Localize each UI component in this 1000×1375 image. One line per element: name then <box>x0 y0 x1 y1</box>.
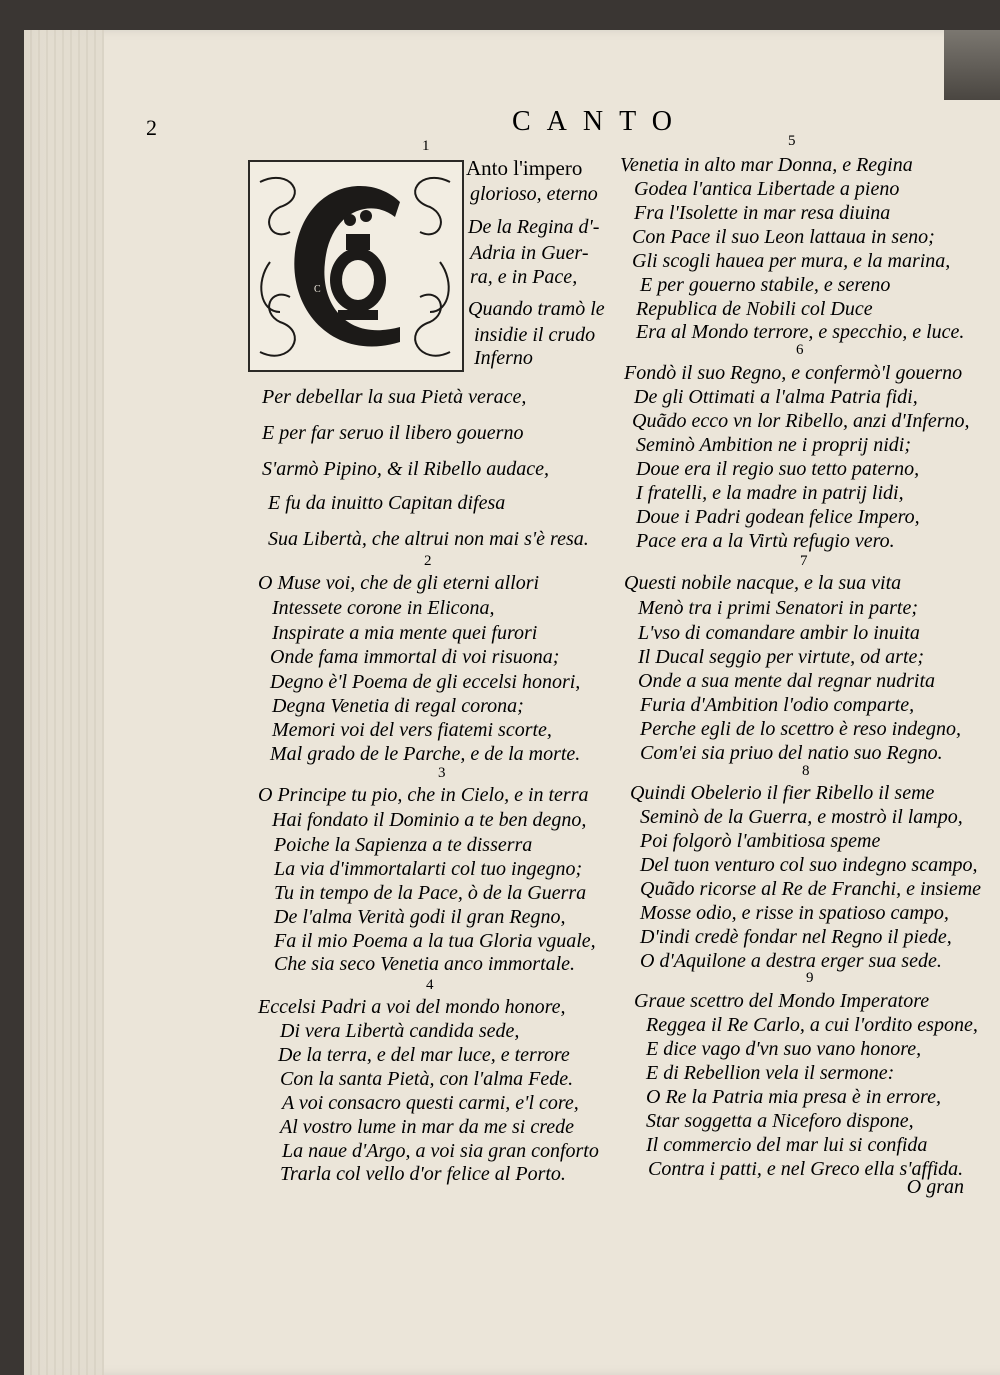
stanza-line: De la terra, e del mar luce, e terrore <box>278 1044 570 1066</box>
stanza-line: Venetia in alto mar Donna, e Regina <box>620 154 913 176</box>
stanza-line: De la Regina d'- <box>468 216 600 238</box>
stanza-line: Gli scogli hauea per mura, e la marina, <box>632 250 951 272</box>
stanza-line: Pace era a la Virtù refugio vero. <box>636 530 895 552</box>
stanza-number: 5 <box>788 133 796 149</box>
stanza-line: Quando tramò le <box>468 298 605 320</box>
stanza-line: O Principe tu pio, che in Cielo, e in terra <box>258 784 589 806</box>
decorated-initial-ornament <box>250 162 462 370</box>
stanza-number: 7 <box>800 553 808 569</box>
stanza-line: Eccelsi Padri a voi del mondo honore, <box>258 996 566 1018</box>
stanza-line: insidie il crudo <box>474 324 596 346</box>
stanza-line: Inspirate a mia mente quei furori <box>272 622 538 644</box>
stanza-number: 3 <box>438 765 446 781</box>
stanza-line: Doue i Padri godean felice Impero, <box>636 506 920 528</box>
stanza-line: Quãdo ricorse al Re de Franchi, e insieme <box>640 878 982 900</box>
stanza-line: E dice vago d'vn suo vano honore, <box>646 1038 922 1060</box>
stanza-line: Com'ei sia priuo del natio suo Regno. <box>640 742 943 764</box>
stanza-line: Doue era il regio suo tetto paterno, <box>636 458 920 480</box>
stanza-line: Degna Venetia di regal corona; <box>272 695 524 717</box>
stanza-line: Il Ducal seggio per virtute, od arte; <box>638 646 925 668</box>
stanza-line: Quãdo ecco vn lor Ribello, anzi d'Inferno, <box>632 410 970 432</box>
stanza-line: Poiche la Sapienza a te disserra <box>274 834 533 856</box>
stanza-line: Era al Mondo terrore, e specchio, e luce. <box>636 321 965 343</box>
stanza-line: Trarla col vello d'or felice al Porto. <box>280 1163 566 1185</box>
stanza-number: 8 <box>802 763 810 779</box>
stanza-line: Con la santa Pietà, con l'alma Fede. <box>280 1068 574 1090</box>
stanza-line: Tu in tempo de la Pace, ò de la Guerra <box>274 882 587 904</box>
stanza-line: D'indi credè fondar nel Regno il piede, <box>640 926 952 948</box>
catchword: O gran <box>906 1176 964 1198</box>
stanza-line: Graue scettro del Mondo Imperatore <box>634 990 930 1012</box>
stanza-line: Reggea il Re Carlo, a cui l'ordito espone, <box>646 1014 978 1036</box>
stanza-line: Inferno <box>474 347 533 369</box>
stanza-line: O Re la Patria mia presa è in errore, <box>646 1086 941 1108</box>
stanza-line: O Muse voi, che de gli eterni allori <box>258 572 540 594</box>
stanza-line: Che sia seco Venetia anco immortale. <box>274 953 576 975</box>
stanza-number: 2 <box>424 553 432 569</box>
stanza-line: Seminò de la Guerra, e mostrò il lampo, <box>640 806 963 828</box>
stanza-line: Di vera Libertà candida sede, <box>280 1020 520 1042</box>
stanza-line: ra, e in Pace, <box>470 266 578 288</box>
stanza-line: Anto l'impero <box>466 156 583 180</box>
stanza-line: A voi consacro questi carmi, e'l core, <box>282 1092 579 1114</box>
stanza-line: Poi folgorò l'ambitiosa speme <box>640 830 881 852</box>
stanza-line: Godea l'antica Libertade a pieno <box>634 178 900 200</box>
stanza-line: Degno è'l Poema de gli eccelsi honori, <box>270 671 581 693</box>
stanza-line: Questi nobile nacque, e la sua vita <box>624 572 902 594</box>
stanza-line: S'armò Pipino, & il Ribello audace, <box>262 458 550 480</box>
stanza-line: Onde a sua mente dal regnar nudrita <box>638 670 936 692</box>
stanza-line: La naue d'Argo, a voi sia gran conforto <box>282 1140 599 1162</box>
stanza-line: O d'Aquilone a destra erger sua sede. <box>640 950 942 972</box>
decorated-initial <box>248 160 464 372</box>
stanza-line: Republica de Nobili col Duce <box>636 298 873 320</box>
stanza-line: Del tuon venturo col suo indegno scampo, <box>640 854 978 876</box>
stanza-line: E di Rebellion vela il sermone: <box>646 1062 895 1084</box>
stanza-line: Mal grado de le Parche, e de la morte. <box>270 743 581 765</box>
stanza-line: Menò tra i primi Senatori in parte; <box>638 597 918 619</box>
stanza-line: Fa il mio Poema a la tua Gloria vguale, <box>274 930 596 952</box>
stanza-line: Onde fama immortal di voi risuona; <box>270 646 560 668</box>
stanza-line: E fu da inuitto Capitan difesa <box>268 492 506 514</box>
stanza-number: 4 <box>426 977 434 993</box>
stanza-line: Hai fondato il Dominio a te ben degno, <box>272 809 587 831</box>
stanza-line: Star soggetta a Niceforo dispone, <box>646 1110 914 1132</box>
stanza-line: Sua Libertà, che altrui non mai s'è resa. <box>268 528 589 550</box>
initial-letter: C <box>314 284 321 295</box>
stanza-line: glorioso, eterno <box>470 183 598 205</box>
stanza-line: Fondò il suo Regno, e confermò'l gouerno <box>624 362 963 384</box>
stanza-line: E per far seruo il libero gouerno <box>262 422 524 444</box>
page-header-title: CANTO <box>512 106 688 137</box>
stanza-line: Il commercio del mar lui si confida <box>646 1134 928 1156</box>
stanza-line: Contra i patti, e nel Greco ella s'affida. <box>648 1158 964 1180</box>
stanza-line: Furia d'Ambition l'odio comparte, <box>640 694 915 716</box>
stanza-line: De l'alma Verità godi il gran Regno, <box>274 906 566 928</box>
stanza-number: 1 <box>422 138 430 154</box>
stanza-line: Seminò Ambition ne i proprij nidi; <box>636 434 911 456</box>
stanza-number: 6 <box>796 342 804 358</box>
book-edge-top-right <box>944 30 1000 100</box>
stanza-line: Per debellar la sua Pietà verace, <box>262 386 527 408</box>
stanza-number: 9 <box>806 970 814 986</box>
stanza-line: I fratelli, e la madre in patrij lidi, <box>636 482 904 504</box>
stanza-line: L'vso di comandare ambir lo inuita <box>638 622 920 644</box>
page-edges <box>24 30 104 1375</box>
stanza-line: Fra l'Isolette in mar resa diuina <box>634 202 891 224</box>
stanza-line: E per gouerno stabile, e sereno <box>640 274 891 296</box>
stanza-line: Adria in Guer- <box>470 242 589 264</box>
stanza-line: Con Pace il suo Leon lattaua in seno; <box>632 226 935 248</box>
stanza-line: La via d'immortalarti col tuo ingegno; <box>274 858 583 880</box>
stanza-line: Perche egli de lo scettro è reso indegno, <box>640 718 962 740</box>
stanza-line: Memori voi del vers fiatemi scorte, <box>272 719 552 741</box>
stanza-line: Al vostro lume in mar da me si crede <box>280 1116 575 1138</box>
page-number: 2 <box>146 115 157 140</box>
stanza-line: Quindi Obelerio il fier Ribello il seme <box>630 782 935 804</box>
stanza-line: Mosse odio, e risse in spatioso campo, <box>640 902 949 924</box>
stanza-line: Intessete corone in Elicona, <box>272 597 495 619</box>
stanza-line: De gli Ottimati a l'alma Patria fidi, <box>634 386 918 408</box>
